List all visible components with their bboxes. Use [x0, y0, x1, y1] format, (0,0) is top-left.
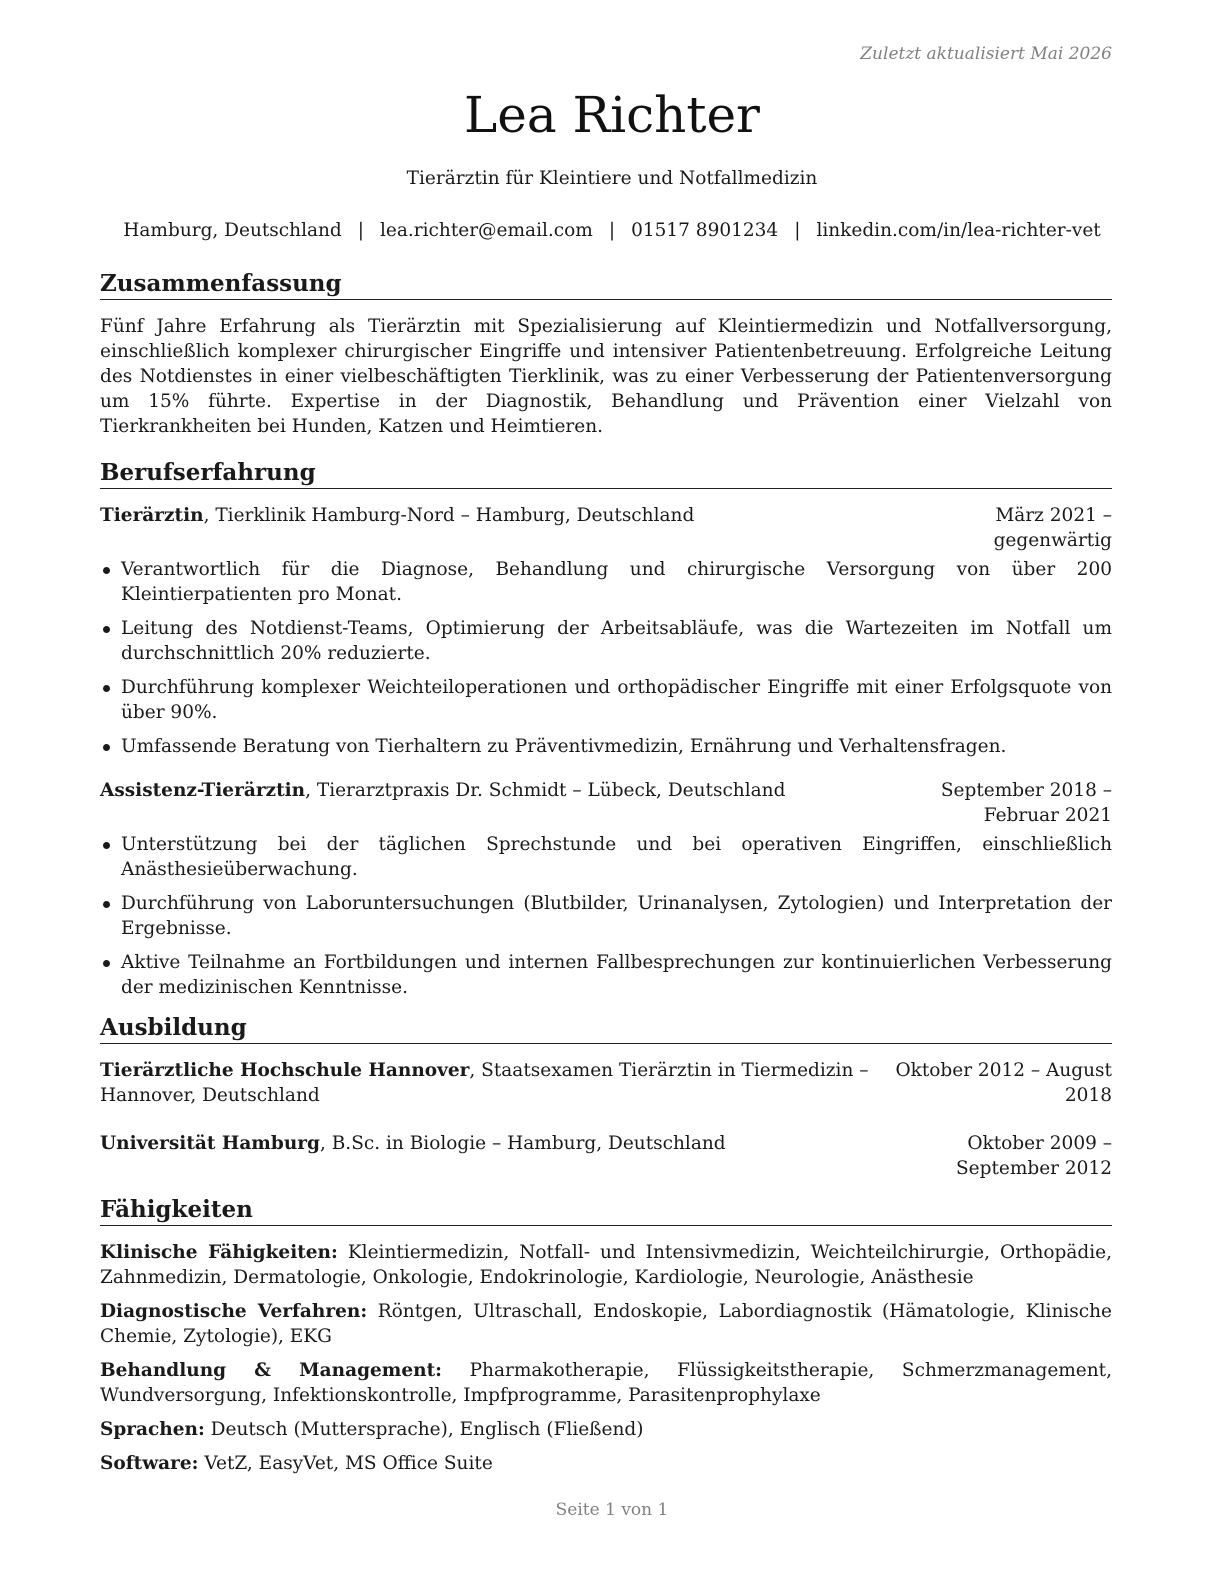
education-entry — [100, 1131, 1112, 1181]
job-position — [100, 778, 876, 803]
education-degree — [100, 1058, 876, 1108]
skill-text: Pharmakotherapie, Flüssigkeitstherapie, Schmerzmanagement, Wundversorgung, Infektionskontrolle, Impfprogramme, Parasitenprophylaxe — [100, 1360, 1112, 1406]
candidate-title: Tierärztin für Kleintiere und Notfallmedizin — [406, 168, 818, 189]
job-entry — [100, 778, 1112, 1000]
job-bullet: Leitung des Notdienst-Teams, Optimierung der Arbeitsabläufe, was die Wartezeiten im Notfall um durchschnittlich 20% reduzierte. — [100, 616, 1112, 666]
education-dates: Oktober 2012 – August 2018 — [895, 1060, 1112, 1106]
job-bullets — [100, 832, 1112, 1000]
job-header — [100, 503, 1112, 553]
skill-text: Deutsch (Muttersprache), Englisch (Fließend) — [204, 1419, 644, 1440]
job-bullet: Aktive Teilnahme an Fortbildungen und internen Fallbesprechungen zur kontinuierlichen Verbesserung der medizinischen Kenntnisse. — [100, 950, 1112, 1000]
candidate-name: Lea Richter — [464, 86, 760, 144]
job-dates: September 2018 – Februar 2021 — [940, 780, 1112, 826]
job-dates: März 2021 – gegenwärtig — [993, 505, 1112, 551]
job-role: Tierärztin — [100, 505, 204, 526]
education-details: , Staatsexamen Tierärztin in Tiermedizin – Hannover, Deutschland — [100, 1060, 869, 1106]
education-dates: Oktober 2009 – September 2012 — [956, 1133, 1112, 1179]
education-details: , B.Sc. in Biologie – Hamburg, Deutschland — [319, 1133, 726, 1154]
section-title-education: Ausbildung — [100, 1014, 1112, 1044]
job-header — [100, 778, 1112, 828]
skill-row — [100, 1417, 1112, 1442]
skill-label: Klinische Fähigkeiten: — [100, 1242, 338, 1263]
job-bullets — [100, 557, 1112, 759]
job-position — [100, 503, 872, 528]
skill-row — [100, 1451, 1112, 1476]
section-title-skills: Fähigkeiten — [100, 1196, 1112, 1226]
contact-location: Hamburg, Deutschland — [123, 220, 342, 241]
skill-label: Sprachen: — [100, 1419, 205, 1440]
contact-phone: 01517 8901234 — [631, 220, 779, 241]
contact-separator: | — [608, 220, 616, 241]
contact-line — [0, 220, 1224, 241]
education-degree — [100, 1131, 876, 1181]
education-school: Tierärztliche Hochschule Hannover — [100, 1060, 470, 1081]
resume-body — [100, 270, 1112, 1485]
section-title-experience: Berufserfahrung — [100, 459, 1112, 489]
skill-label: Diagnostische Verfahren: — [100, 1301, 368, 1322]
job-bullet: Durchführung von Laboruntersuchungen (Blutbilder, Urinanalysen, Zytologien) und Interpretation der Ergebnisse. — [100, 891, 1112, 941]
section-title-summary: Zusammenfassung — [100, 270, 1112, 300]
skill-text: Röntgen, Ultraschall, Endoskopie, Labordiagnostik (Hämatologie, Klinische Chemie, Zytologie), EKG — [100, 1301, 1112, 1347]
skill-text: Kleintiermedizin, Notfall- und Intensivmedizin, Weichteilchirurgie, Orthopädie, Zahnmedizin, Dermatologie, Onkologie, Endokrinologie, Kardiologie, Neurologie, Anästhesie — [100, 1242, 1112, 1288]
contact-separator: | — [357, 220, 365, 241]
job-employer: , Tierarztpraxis Dr. Schmidt – Lübeck, Deutschland — [305, 780, 786, 801]
skill-row — [100, 1358, 1112, 1408]
contact-separator: | — [794, 220, 801, 241]
job-role: Assistenz-Tierärztin — [100, 780, 306, 801]
job-bullet: Durchführung komplexer Weichteiloperationen und orthopädischer Eingriffe mit einer Erfolgsquote von über 90%. — [100, 675, 1112, 725]
skill-label: Software: — [100, 1453, 199, 1474]
page-number: Seite 1 von 1 — [555, 1500, 669, 1520]
job-bullet: Unterstützung bei der täglichen Sprechstunde und bei operativen Eingriffen, einschließlich Anästhesieüberwachung. — [100, 832, 1112, 882]
education-school: Universität Hamburg — [100, 1133, 320, 1154]
skill-label: Behandlung & Management: — [100, 1360, 442, 1381]
job-bullet: Umfassende Beratung von Tierhaltern zu Präventivmedizin, Ernährung und Verhaltensfragen. — [100, 734, 1112, 759]
skill-row — [100, 1299, 1112, 1349]
skill-text: VetZ, EasyVet, MS Office Suite — [198, 1453, 493, 1474]
job-bullet: Verantwortlich für die Diagnose, Behandlung und chirurgische Versorgung von über 200 Kleintierpatienten pro Monat. — [100, 557, 1112, 607]
job-entry — [100, 503, 1112, 759]
job-employer: , Tierklinik Hamburg-Nord – Hamburg, Deutschland — [203, 505, 695, 526]
education-entry — [100, 1058, 1112, 1108]
contact-email[interactable]: lea.richter@email.com — [380, 220, 593, 241]
contact-linkedin[interactable]: linkedin.com/in/lea-richter-vet — [816, 220, 1101, 241]
skill-row — [100, 1240, 1112, 1290]
last-updated-note: Zuletzt aktualisiert Mai 2026 — [860, 44, 1112, 64]
summary-text: Fünf Jahre Erfahrung als Tierärztin mit Spezialisierung auf Kleintiermedizin und Notfallversorgung, einschließlich komplexer chirurgischer Eingriffe und intensiver Patientenbetreuung. Erfolgreiche Leitung des Notdienstes in einer vielbeschäftigten Tierklinik, was zu einer Verbesserung der Patientenversorgung um 15% führte. Expertise in der Diagnostik, Behandlung und Prävention einer Vielzahl von Tierkrankheiten bei Hunden, Katzen und Heimtieren. — [100, 316, 1112, 437]
